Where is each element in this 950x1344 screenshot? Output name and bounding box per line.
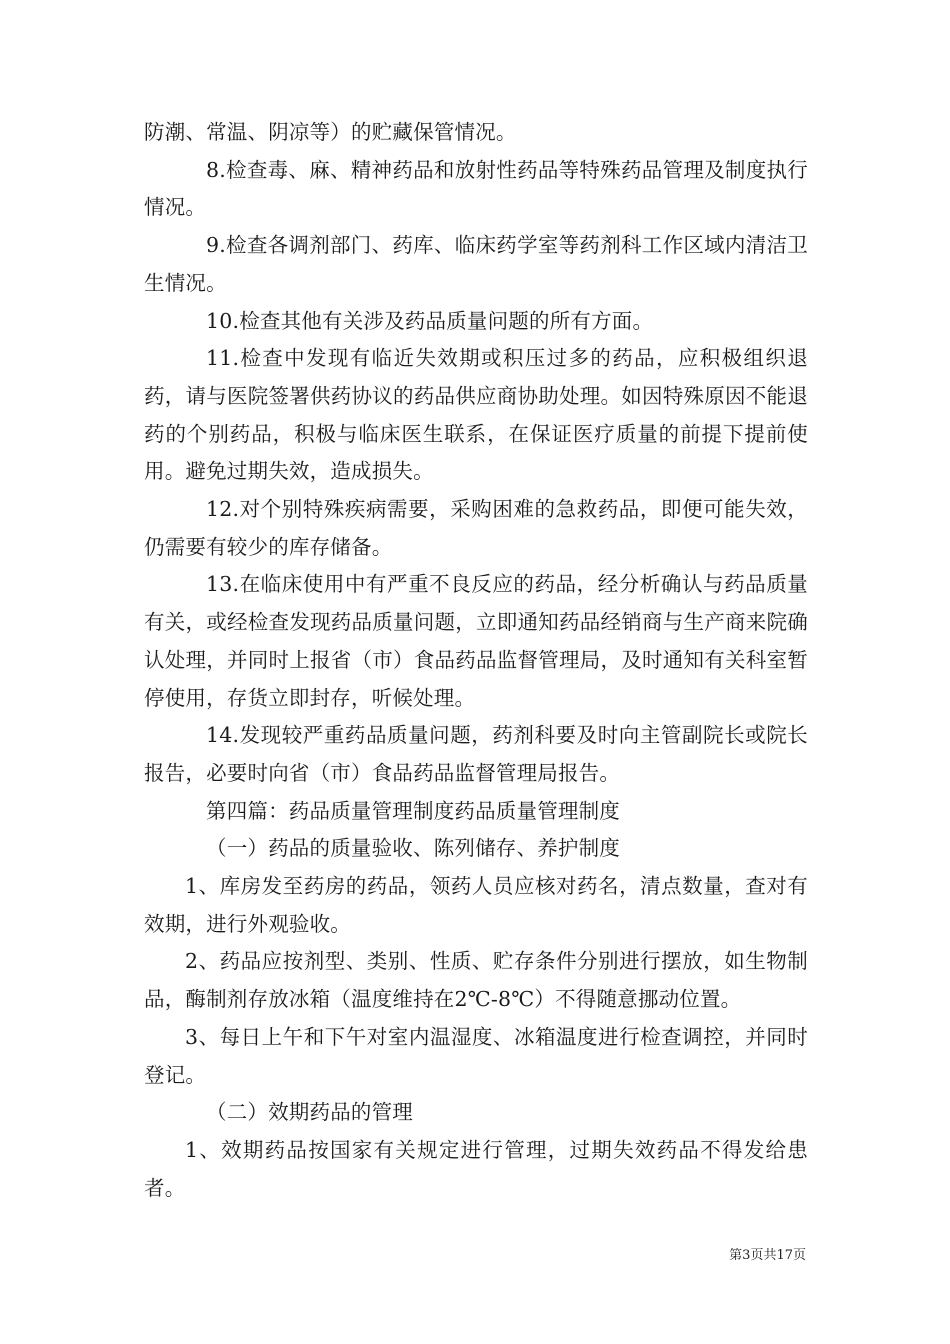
paragraph-rule-2: 2、药品应按剂型、类别、性质、贮存条件分别进行摆放，如生物制品，酶制剂存放冰箱（温度维持在2℃-8℃）不得随意挪动位置。 — [144, 949, 808, 1012]
page-number: 第3页共17页 — [729, 1248, 806, 1263]
document-body — [144, 114, 808, 1207]
section-heading-part-four: 第四篇：药品质量管理制度药品质量管理制度 — [206, 798, 620, 823]
paragraph-item-10: 10.检查其他有关涉及药品质量问题的所有方面。 — [206, 308, 654, 333]
paragraph-rule-1: 1、库房发至药房的药品，领药人员应核对药名，清点数量，查对有效期，进行外观验收。 — [144, 874, 808, 936]
paragraph-item-8: 8.检查毒、麻、精神药品和放射性药品等特殊药品管理及制度执行情况。 — [144, 157, 808, 220]
paragraph-item-14: 14.发现较严重药品质量问题，药剂科要及时向主管副院长或院长报告，必要时向省（市）食品药品监督管理局报告。 — [144, 723, 808, 785]
subsection-heading-two: （二）效期药品的管理 — [206, 1100, 413, 1125]
paragraph-rule-3: 3、每日上午和下午对室内温湿度、冰箱温度进行检查调控，并同时登记。 — [144, 1024, 808, 1087]
paragraph-item-13: 13.在临床使用中有严重不良反应的药品，经分析确认与药品质量有关，或经检查发现药品质量问题，立即通知药品经销商与生产商来院确认处理，并同时上报省（市）食品药品监督管理局，及时通知有关科室暂停使用，存货立即封存，听候处理。 — [144, 572, 808, 710]
paragraph-storage-conditions: 防潮、常温、阴凉等）的贮藏保管情况。 — [144, 120, 517, 144]
paragraph-item-11: 11.检查中发现有临近失效期或积压过多的药品，应积极组织退药，请与医院签署供药协议的药品供应商协助处理。如因特殊原因不能退药的个别药品，积极与临床医生联系，在保证医疗质量的前提下提前使用。避免过期失效，造成损失。 — [144, 346, 808, 484]
paragraph-expiry-rule-1: 1、效期药品按国家有关规定进行管理，过期失效药品不得发给患者。 — [144, 1137, 808, 1200]
paragraph-item-9: 9.检查各调剂部门、药库、临床药学室等药剂科工作区域内清洁卫生情况。 — [144, 233, 808, 295]
paragraph-item-12: 12.对个别特殊疾病需要，采购困难的急救药品，即便可能失效，仍需要有较少的库存储备。 — [144, 497, 808, 559]
subsection-heading-one: （一）药品的质量验收、陈列储存、养护制度 — [206, 836, 620, 861]
